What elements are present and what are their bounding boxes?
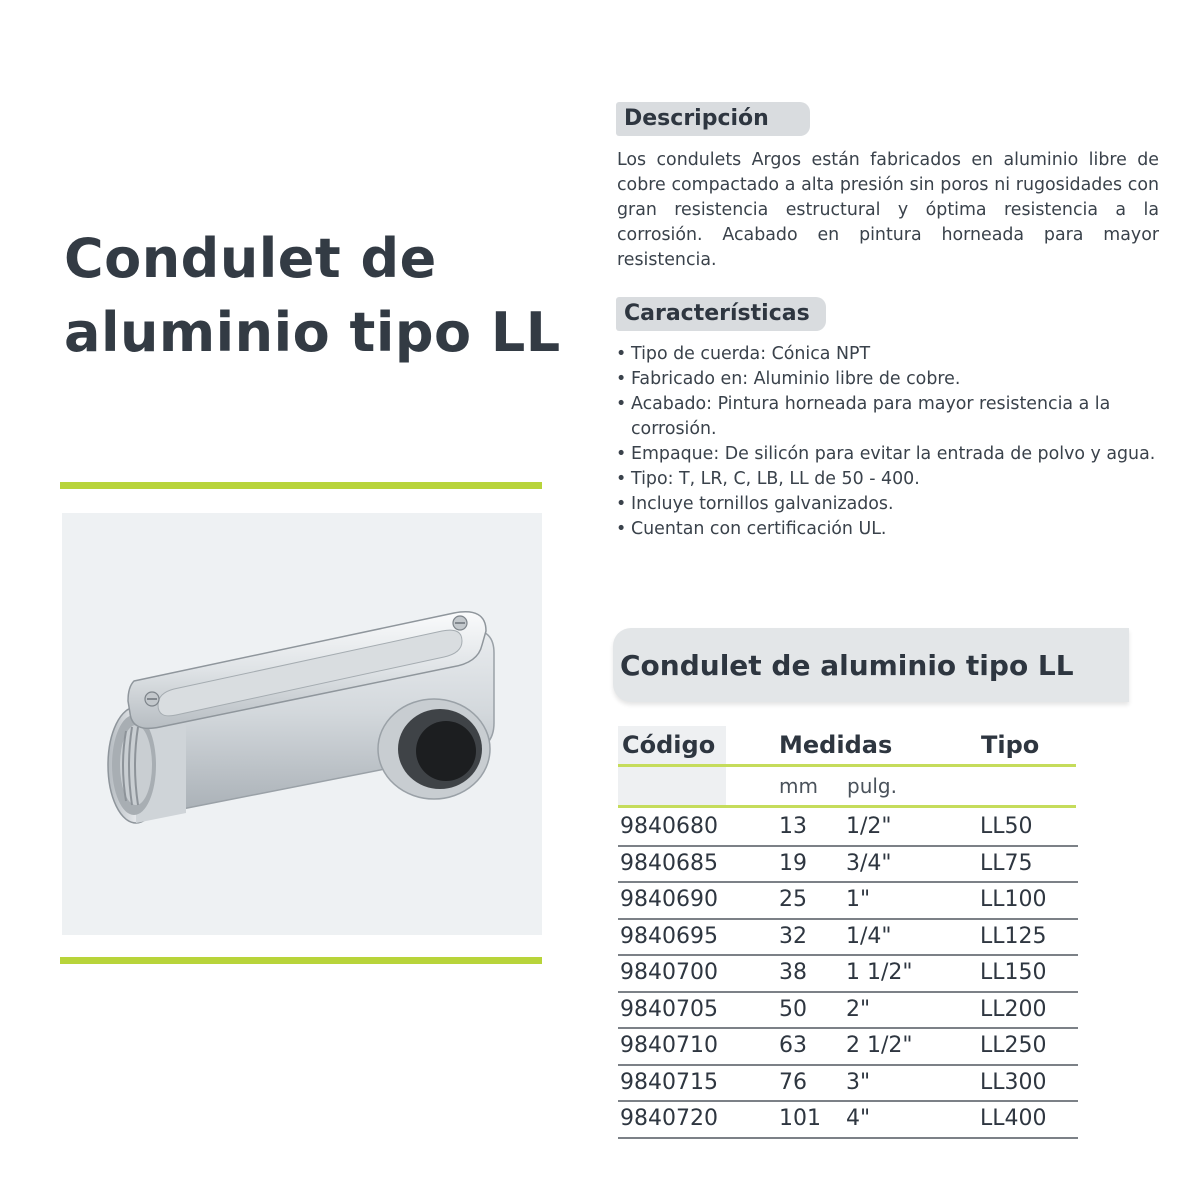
feature-item	[616, 367, 1161, 392]
cell-tipo: LL75	[980, 850, 1033, 876]
cell-code: 9840720	[620, 1106, 718, 1131]
table-row	[618, 810, 1078, 847]
bullet-icon: •	[616, 394, 627, 414]
cell-pulg: 3/4"	[846, 850, 892, 876]
cell-code: 9840690	[620, 887, 718, 912]
header-code: Código	[622, 731, 716, 759]
cell-pulg: 1"	[846, 887, 871, 912]
cell-pulg: 1 1/2"	[846, 960, 913, 985]
header-rule	[618, 764, 1076, 767]
cell-tipo: LL150	[980, 960, 1047, 985]
feature-item	[616, 442, 1161, 467]
features-list	[616, 342, 1161, 542]
cell-pulg: 2"	[846, 996, 871, 1022]
subheader-mm: mm	[779, 774, 818, 798]
feature-item	[616, 392, 1161, 442]
cell-pulg: 2 1/2"	[846, 1033, 913, 1058]
cell-code: 9840695	[620, 923, 718, 949]
feature-text: Tipo de cuerda: Cónica NPT	[631, 344, 871, 364]
cell-tipo: LL300	[980, 1069, 1047, 1095]
cell-mm: 63	[779, 1033, 807, 1058]
bullet-icon: •	[616, 519, 627, 539]
cell-code: 9840705	[620, 996, 718, 1022]
bullet-icon: •	[616, 444, 627, 464]
description-text: Los condulets Argos están fabricados en aluminio libre de cobre compactado a alta presión sin poros ni rugosidades con gran resistencia estructural y óptima resistencia a la corrosión. Acabado en pintura horneada para mayor resistencia.	[617, 150, 1159, 270]
table-row	[618, 847, 1078, 884]
table-row	[618, 1066, 1078, 1103]
product-image	[62, 513, 542, 935]
cell-mm: 101	[779, 1106, 821, 1131]
product-title	[64, 222, 604, 370]
cell-code: 9840715	[620, 1069, 718, 1095]
cell-mm: 76	[779, 1069, 807, 1095]
cell-pulg: 4"	[846, 1106, 871, 1131]
bullet-icon: •	[616, 344, 627, 364]
cell-code: 9840710	[620, 1033, 718, 1058]
bullet-icon: •	[616, 369, 627, 389]
table-row	[618, 956, 1078, 993]
table-title: Condulet de aluminio tipo LL	[620, 649, 1074, 682]
description-heading: Descripción	[616, 102, 810, 136]
cell-mm: 13	[779, 814, 807, 839]
cell-tipo: LL50	[980, 814, 1033, 839]
feature-item	[616, 467, 1161, 492]
cell-pulg: 1/4"	[846, 923, 892, 949]
feature-text: Tipo: T, LR, C, LB, LL de 50 - 400.	[631, 469, 920, 489]
cell-code: 9840685	[620, 850, 718, 876]
spec-table-body	[618, 810, 1078, 1139]
bullet-icon: •	[616, 469, 627, 489]
cell-code: 9840700	[620, 960, 718, 985]
subheader-rule	[618, 805, 1076, 808]
header-tipo: Tipo	[981, 731, 1040, 759]
accent-line-bottom	[60, 957, 542, 964]
cell-mm: 50	[779, 996, 807, 1022]
cell-tipo: LL100	[980, 887, 1047, 912]
feature-text: Empaque: De silicón para evitar la entrada de polvo y agua.	[631, 444, 1156, 464]
table-row	[618, 1102, 1078, 1139]
feature-text: Acabado: Pintura horneada para mayor resistencia a la corrosión.	[631, 394, 1111, 439]
feature-item	[616, 492, 1161, 517]
bullet-icon: •	[616, 494, 627, 514]
table-row	[618, 883, 1078, 920]
accent-line-top	[60, 482, 542, 489]
cell-pulg: 1/2"	[846, 814, 892, 839]
condulet-illustration	[62, 513, 542, 935]
features-heading: Características	[616, 297, 826, 331]
header-medidas: Medidas	[779, 731, 893, 759]
table-row	[618, 993, 1078, 1030]
cell-mm: 19	[779, 850, 807, 876]
cell-mm: 25	[779, 887, 807, 912]
feature-text: Cuentan con certificación UL.	[631, 519, 887, 539]
feature-text: Fabricado en: Aluminio libre de cobre.	[631, 369, 961, 389]
product-title-line-1: Condulet de	[64, 227, 437, 290]
cell-tipo: LL250	[980, 1033, 1047, 1058]
feature-text: Incluye tornillos galvanizados.	[631, 494, 894, 514]
cell-tipo: LL400	[980, 1106, 1047, 1131]
subheader-pulg: pulg.	[847, 774, 897, 798]
feature-item	[616, 342, 1161, 367]
table-row	[618, 920, 1078, 957]
cell-mm: 38	[779, 960, 807, 985]
product-title-line-2: aluminio tipo LL	[64, 301, 561, 364]
cell-tipo: LL200	[980, 996, 1047, 1022]
cell-pulg: 3"	[846, 1069, 871, 1095]
feature-item	[616, 517, 1161, 542]
cell-code: 9840680	[620, 814, 718, 839]
cell-mm: 32	[779, 923, 807, 949]
cell-tipo: LL125	[980, 923, 1047, 949]
table-row	[618, 1029, 1078, 1066]
